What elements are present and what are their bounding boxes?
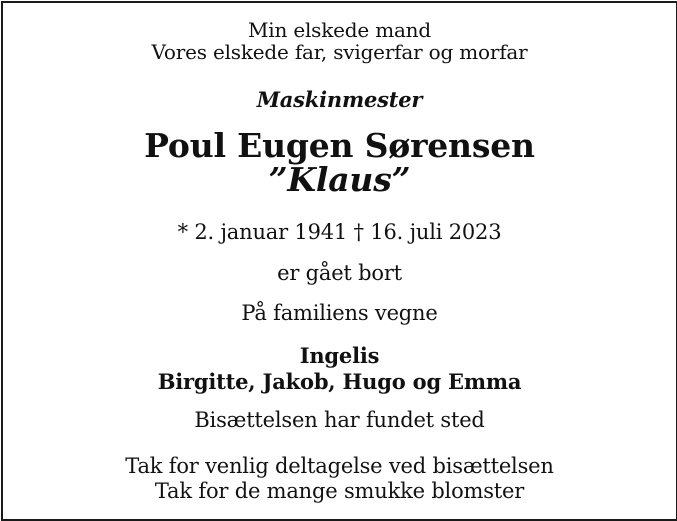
- life-dates: * 2. januar 1941 † 16. juli 2023: [177, 220, 502, 244]
- profession: Maskinmester: [256, 87, 423, 112]
- passed-text: er gået bort: [277, 261, 402, 285]
- deceased-nickname: ”Klaus”: [268, 160, 411, 199]
- intro-line-2: Vores elskede far, svigerfar og morfar: [151, 40, 528, 64]
- obituary-notice: [1, 1, 677, 521]
- family-others: Birgitte, Jakob, Hugo og Emma: [157, 369, 522, 394]
- family-spouse: Ingelis: [299, 343, 380, 368]
- family-intro: På familiens vegne: [241, 301, 438, 325]
- deceased-name: Poul Eugen Sørensen: [144, 126, 535, 165]
- intro-line-1: Min elskede mand: [248, 18, 431, 42]
- funeral-text: Bisættelsen har fundet sted: [194, 408, 485, 432]
- thanks-line-2: Tak for de mange smukke blomster: [154, 479, 525, 503]
- thanks-line-1: Tak for venlig deltagelse ved bisættelsen: [125, 454, 554, 478]
